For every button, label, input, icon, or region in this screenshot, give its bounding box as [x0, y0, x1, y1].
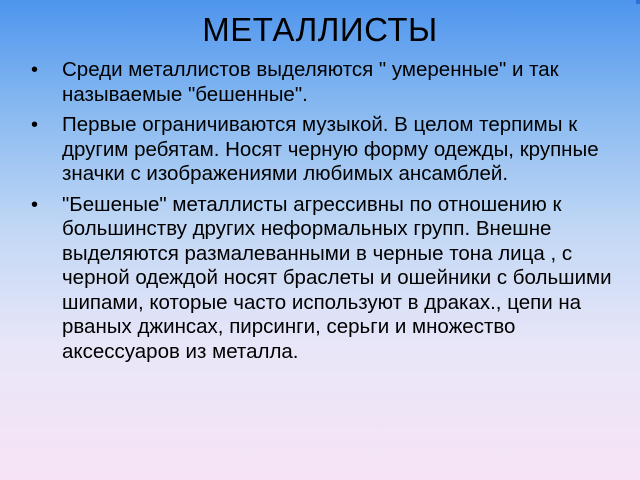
bullet-list [30, 58, 628, 370]
bullet-item-1 [30, 58, 628, 107]
bullet-item-3 [30, 193, 628, 365]
bullet-text-1: Среди металлистов выделяются " умеренные" и так называемые "бешенные". [62, 58, 559, 106]
bullet-dot-icon: • [31, 114, 39, 136]
bullet-text-3: "Бешеные" металлисты агрессивны по отношению к большинству других неформальных групп. Внешне выделяются размалеванными в черные тона лица , с черной одеждой носят браслеты и ошейники с большими шипами, которые часто используют в драках., цепи на рваных джинсах, пирсинги, серьги и множество аксессуаров из металла. [62, 192, 612, 363]
slide-title: МЕТАЛЛИСТЫ [202, 11, 438, 48]
bullet-text-2: Первые ограничиваются музыкой. В целом терпимы к другим ребятам. Носят черную форму одежды, крупные значки с изображениями любимых ансамблей. [62, 113, 599, 185]
bullet-dot-icon: • [31, 193, 39, 216]
bullet-item-2 [30, 113, 628, 187]
corner-mark [636, 0, 640, 4]
bullet-dot-icon: • [31, 59, 39, 81]
